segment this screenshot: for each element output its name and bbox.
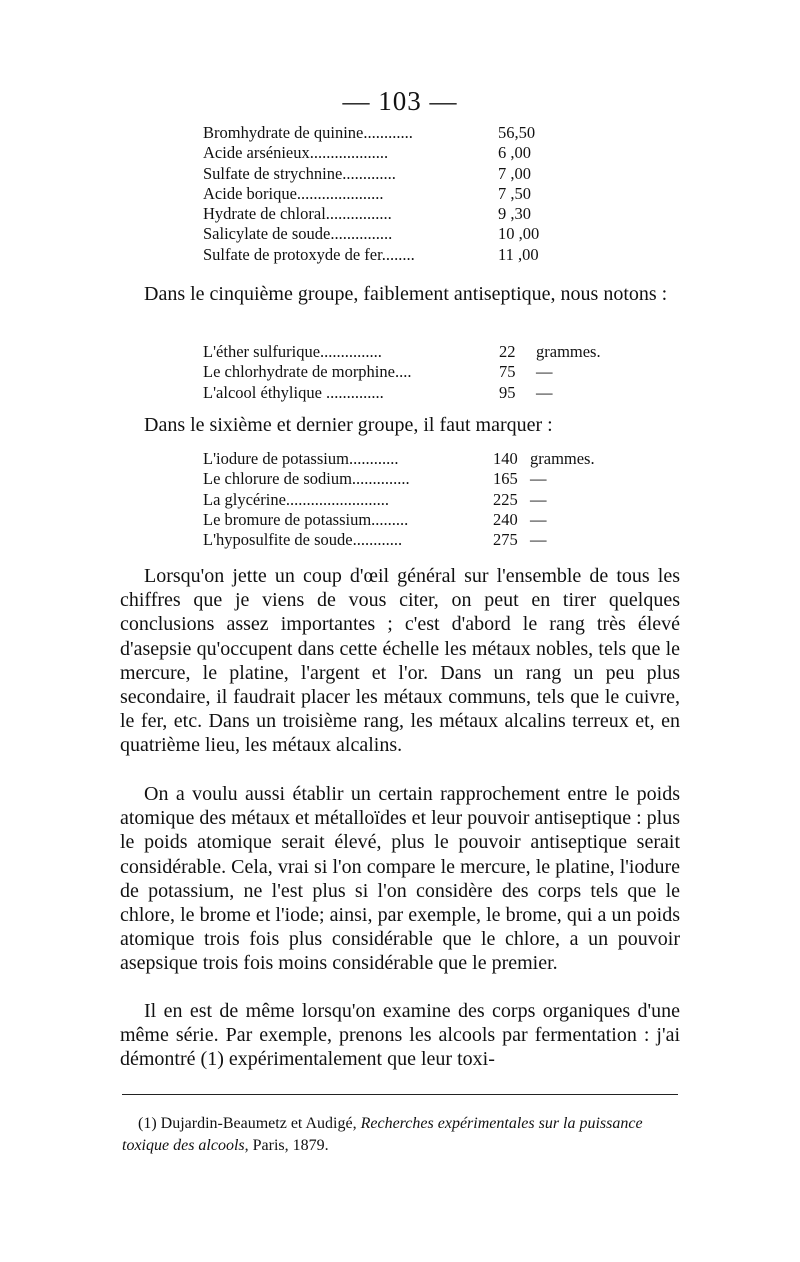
substance-name: Acide arsénieux................... (203, 143, 389, 163)
paragraph-atomic-weight: On a voulu aussi établir un certain rapprochement entre le poids atomique des métaux et métalloïdes et leur pouvoir antiseptique : plus le poids atomique serait élevé, plus le pouvoir antiseptique serait considérable. Cela, vrai si l'on compare le mercure, le platine, l'iodure de potassium, ne l'est plus si l'on considère des corps tels que le chlore, le brome et l'iode; ainsi, par exemple, le brome, qui a un poids atomique trois fois plus considérable que le chlore, a un pouvoir asepsique trois fois moins considérable que le premier. (120, 783, 680, 975)
substance-unit: grammes. (536, 342, 601, 361)
table-row (203, 143, 583, 163)
substance-name: Le bromure de potassium......... (203, 509, 409, 529)
footnote-marker: (1) (138, 1115, 157, 1132)
table-row (203, 224, 583, 244)
substance-value: 275 (493, 530, 518, 550)
substance-value: 56,50 (498, 123, 536, 142)
substance-unit: — (536, 362, 553, 382)
table-row (203, 342, 603, 362)
substance-value: 6 ,00 (498, 143, 531, 163)
table-toxicity-group-5 (203, 342, 603, 403)
paragraph-fifth-group: Dans le cinquième groupe, faiblement antiseptique, nous notons : (144, 283, 668, 305)
substance-value: 7 ,50 (498, 183, 531, 203)
substance-value: 75 (499, 362, 516, 382)
substance-name: Acide borique..................... (203, 183, 384, 203)
substance-name: Le chlorhydrate de morphine.... (203, 362, 412, 382)
substance-unit: grammes. (530, 449, 595, 468)
table-row (203, 449, 603, 469)
paragraph-sixth-group: Dans le sixième et dernier groupe, il faut marquer : (144, 414, 553, 436)
substance-value: 22 (499, 342, 516, 361)
substance-value: 10 ,00 (498, 224, 540, 244)
table-row (203, 204, 583, 224)
footnote-authors: Dujardin-Beaumetz et Audigé, (160, 1115, 357, 1132)
table-row (203, 490, 603, 510)
substance-name: L'hyposulfite de soude............ (203, 530, 403, 550)
footnote (122, 1113, 678, 1157)
table-row (203, 469, 603, 489)
paragraph-organic-bodies: Il en est de même lorsqu'on examine des corps organiques d'une même série. Par exemple, prenons les alcools par fermentation : j'ai démontré (1) expérimentalement que leur toxi- (120, 1000, 680, 1071)
substance-value: 95 (499, 382, 516, 402)
substance-name: Salicylate de soude............... (203, 224, 393, 244)
table-toxicity-group-6 (203, 449, 603, 550)
substance-name: La glycérine......................... (203, 489, 390, 509)
footnote-divider (122, 1094, 678, 1095)
substance-name: Le chlorure de sodium.............. (203, 469, 410, 489)
page-number: — 103 — (342, 86, 458, 116)
table-toxicity-group-4 (203, 123, 583, 265)
substance-value: 225 (493, 489, 518, 509)
table-row (203, 530, 603, 550)
footnote-tail: , Paris, 1879. (244, 1137, 329, 1154)
paragraph-conclusions: Lorsqu'on jette un coup d'œil général sur l'ensemble de tous les chiffres que je viens de vous citer, on peut en tirer quelques conclusions assez importantes ; c'est d'abord le rang très élevé d'asepsie qu'occupent dans cette échelle les métaux nobles, tels que le mercure, le platine, l'argent et l'or. Dans un rang un peu plus secondaire, il faudrait placer les métaux communs, tels que le cuivre, le fer, etc. Dans un troisième rang, les métaux alcalins terreux et, en quatrième lieu, les métaux alcalins. (120, 565, 680, 757)
substance-unit: — (530, 469, 547, 489)
table-row (203, 510, 603, 530)
substance-unit: — (536, 382, 553, 402)
substance-value: 140 (493, 449, 518, 468)
table-row (203, 164, 583, 184)
table-row (203, 184, 583, 204)
substance-value: 7 ,00 (498, 163, 531, 183)
substance-name: Hydrate de chloral................ (203, 204, 392, 224)
substance-name: Bromhydrate de quinine............ (203, 123, 413, 142)
footnote-title: Recherches expérimentales sur la puissance toxique des alcools (122, 1115, 643, 1154)
table-row (203, 362, 603, 382)
substance-name: L'alcool éthylique .............. (203, 382, 384, 402)
substance-unit: — (530, 489, 547, 509)
substance-unit: — (530, 509, 547, 529)
substance-value: 240 (493, 509, 518, 529)
substance-value: 11 ,00 (498, 244, 539, 264)
substance-unit: — (530, 530, 547, 550)
substance-name: Sulfate de strychnine............. (203, 163, 396, 183)
substance-value: 9 ,30 (498, 204, 531, 224)
table-row (203, 245, 583, 265)
substance-name: Sulfate de protoxyde de fer........ (203, 244, 415, 264)
substance-value: 165 (493, 469, 518, 489)
substance-name: L'éther sulfurique............... (203, 342, 382, 361)
table-row (203, 383, 603, 403)
substance-name: L'iodure de potassium............ (203, 449, 399, 468)
table-row (203, 123, 583, 143)
